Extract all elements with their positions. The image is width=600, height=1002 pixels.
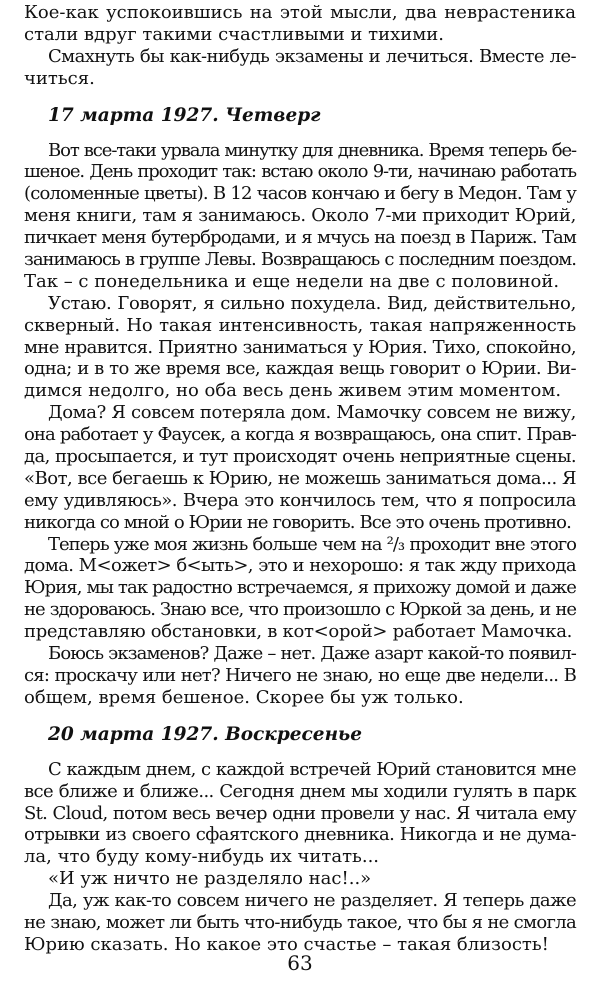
heading-spacer [24, 90, 576, 105]
text-line: «И уж ничто не разделяло нас!..» [48, 868, 372, 890]
text-line: димся недолго, но оба весь день живем этим моментом. [24, 380, 562, 402]
heading-spacer [24, 709, 576, 724]
text-line: Юрию сказать. Но какое это счастье – такая близость! [24, 933, 549, 955]
text-line: (соломенные цветы). В 12 часов кончаю и бегу в Медон. Там у [24, 183, 576, 205]
text-line: мне нравится. Приятно заниматься у Юрия. Тихо, спокойно, [24, 336, 576, 358]
text-line: пичкает меня бутербродами, и я мчусь на поезд в Париж. Там [24, 227, 576, 249]
text-line: Смахнуть бы как-нибудь экзамены и лечиться. Вместе ле- [48, 45, 576, 67]
text-line: Кое-как успокоившись на этой мысли, два неврастеника [24, 2, 576, 23]
text-line: Да, уж как-то совсем ничего не разделяет. Я теперь даже [48, 890, 576, 912]
text-line: никогда со мной о Юрии не говорить. Все это очень противно. [24, 511, 571, 533]
text-line: С каждым днем, с каждой встречей Юрий становится мне [48, 758, 576, 780]
text-line: общем, время бешеное. Скорее бы уж только. [24, 686, 464, 708]
text-line: читься. [24, 67, 95, 89]
page-number: 63 [287, 951, 313, 975]
text-line: представляю обстановки, в кот<орой> работает Мамочка. [24, 621, 573, 643]
text-line: Боюсь экзаменов? Даже – нет. Даже азарт какой-то появил- [48, 643, 576, 665]
text-line: отрывки из своего сфаятского дневника. Никогда и не дума- [24, 824, 576, 846]
page-body [24, 2, 576, 956]
text-line: Так – с понедельника и еще недели на две с половиной. [24, 270, 560, 292]
text-line: одна; и в то же время все, каждая вещь говорит о Юрии. Ви- [24, 358, 576, 380]
text-line: она работает у Фаусек, а когда я возвращаюсь, она спит. Прав- [24, 424, 576, 446]
text-line: «Вот, все бегаешь к Юрию, не можешь заниматься дома... Я [24, 467, 576, 489]
text-line: ему удивляюсь». Вчера это кончилось тем, что я попросила [24, 489, 576, 511]
text-line: стали вдруг такими счастливыми и тихими. [24, 23, 444, 45]
text-line: Устаю. Говорят, я сильно похудела. Вид, действительно, [48, 292, 576, 314]
diary-date-heading: 17 марта 1927. Четверг [48, 104, 321, 126]
text-line: меня книги, там я занимаюсь. Около 7-ми приходит Юрий, [24, 205, 576, 227]
text-line: Теперь уже моя жизнь больше чем на ²/₃ проходит вне этого [48, 533, 576, 555]
heading-spacer [24, 746, 576, 759]
text-line: St. Cloud, потом весь вечер одни провели у нас. Я читала ему [24, 802, 576, 824]
text-line: все ближе и ближе... Сегодня днем мы ходили гулять в парк [24, 780, 576, 802]
text-line: не знаю, может ли быть что-нибудь такое, что бы я не смогла [24, 911, 576, 933]
text-line: да, просыпается, и тут происходят очень неприятные сцены. [24, 446, 576, 468]
text-line: ла, что буду кому-нибудь их читать... [24, 846, 380, 868]
text-line: Дома? Я совсем потеряла дом. Мамочку совсем не вижу, [48, 402, 576, 424]
text-line: не здороваюсь. Знаю все, что произошло с Юркой за день, и не [24, 599, 576, 621]
text-line: скверный. Но такая интенсивность, такая напряженность [24, 314, 576, 336]
text-line: дома. М<ожет> б<ыть>, это и нехорошо: я так жду прихода [24, 555, 576, 577]
text-line: ся: проскачу или нет? Ничего не знаю, но еще две недели... В [24, 664, 576, 686]
diary-date-heading: 20 марта 1927. Воскресенье [48, 723, 363, 745]
text-block [24, 140, 576, 709]
text-line: Вот все-таки урвала минутку для дневника. Время теперь бе- [48, 139, 576, 161]
text-block [24, 759, 576, 956]
text-line: шеное. День проходит так: встаю около 9-ти, начинаю работать [24, 161, 576, 183]
text-line: занимаюсь в группе Левы. Возвращаюсь с последним поездом. [24, 249, 576, 271]
text-block [24, 2, 576, 90]
text-line: Юрия, мы так радостно встречаемся, я прихожу домой и даже [24, 577, 576, 599]
heading-spacer [24, 127, 576, 140]
